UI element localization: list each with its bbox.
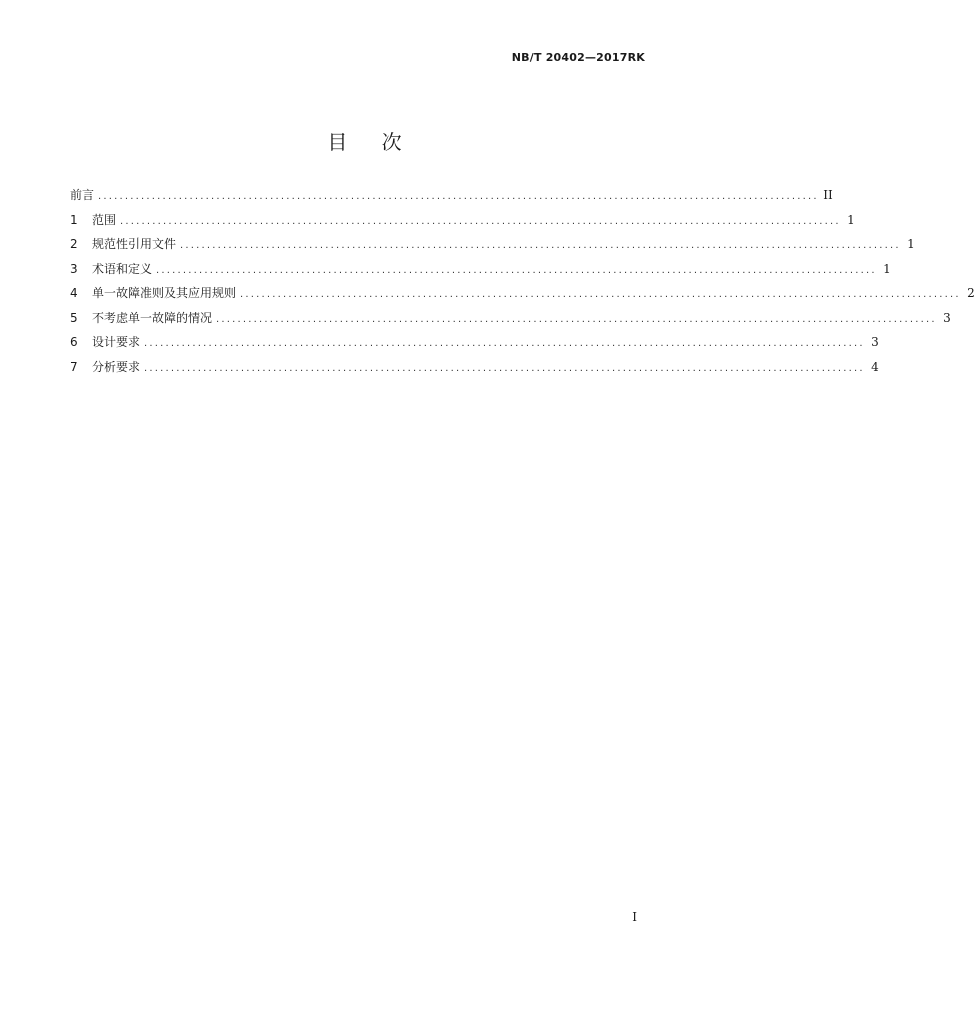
toc-entry-design-requirements[interactable] [70,333,879,358]
toc-entry-number: 1 [70,212,78,227]
table-of-contents [70,186,975,382]
toc-entry-number: 4 [70,286,78,300]
toc-entry-normative-references[interactable] [70,235,915,260]
page-number: I [632,910,637,924]
toc-leader-dots: ...................................................................................................................................... [180,240,901,251]
toc-entry-page: 3 [871,335,879,349]
toc-entry-page: 2 [967,286,975,300]
toc-leader-dots: ...................................................................................................................................... [120,215,841,227]
standard-code: NB/T 20402—2017RK [511,51,645,64]
toc-entry-scope[interactable] [70,211,855,236]
toc-entry-page: 3 [943,310,951,325]
toc-leader-dots: ...................................................................................................................................... [98,191,819,202]
toc-leader-dots: ...................................................................................................................................... [216,313,937,325]
toc-entry-page: 4 [871,359,879,374]
toc-entry-terms-definitions[interactable] [70,260,891,285]
toc-entry-number: 6 [70,335,78,349]
toc-entry-label: 范围 [92,212,117,227]
toc-entry-label: 术语和定义 [92,261,153,276]
toc-entry-number: 2 [70,237,78,251]
toc-leader-dots: ...................................................................................................................................... [144,338,865,349]
toc-entry-label: 前言 [70,188,95,202]
page-title: 目 次 [327,130,416,154]
toc-entry-label: 单一故障准则及其应用规则 [92,286,237,300]
toc-leader-dots: ...................................................................................................................................... [144,362,865,374]
toc-entry-single-failure-criterion[interactable] [70,284,975,309]
toc-entry-page: 1 [907,237,915,251]
toc-entry-exclusions[interactable] [70,309,951,334]
toc-entry-number: 5 [70,310,78,325]
toc-entry-page: 1 [847,212,855,227]
toc-entry-page: 1 [883,261,891,276]
toc-entry-number: 3 [70,261,78,276]
toc-entry-label: 不考虑单一故障的情况 [92,310,213,325]
toc-leader-dots: ...................................................................................................................................... [156,264,877,276]
toc-entry-number: 7 [70,359,78,374]
toc-entry-label: 规范性引用文件 [92,237,177,251]
toc-entry-label: 设计要求 [92,335,141,349]
toc-leader-dots: ...................................................................................................................................... [240,289,961,300]
toc-entry-label: 分析要求 [92,359,141,374]
toc-entry-foreword[interactable] [70,186,833,211]
toc-entry-page: II [823,188,833,202]
toc-entry-analysis-requirements[interactable] [70,358,879,383]
